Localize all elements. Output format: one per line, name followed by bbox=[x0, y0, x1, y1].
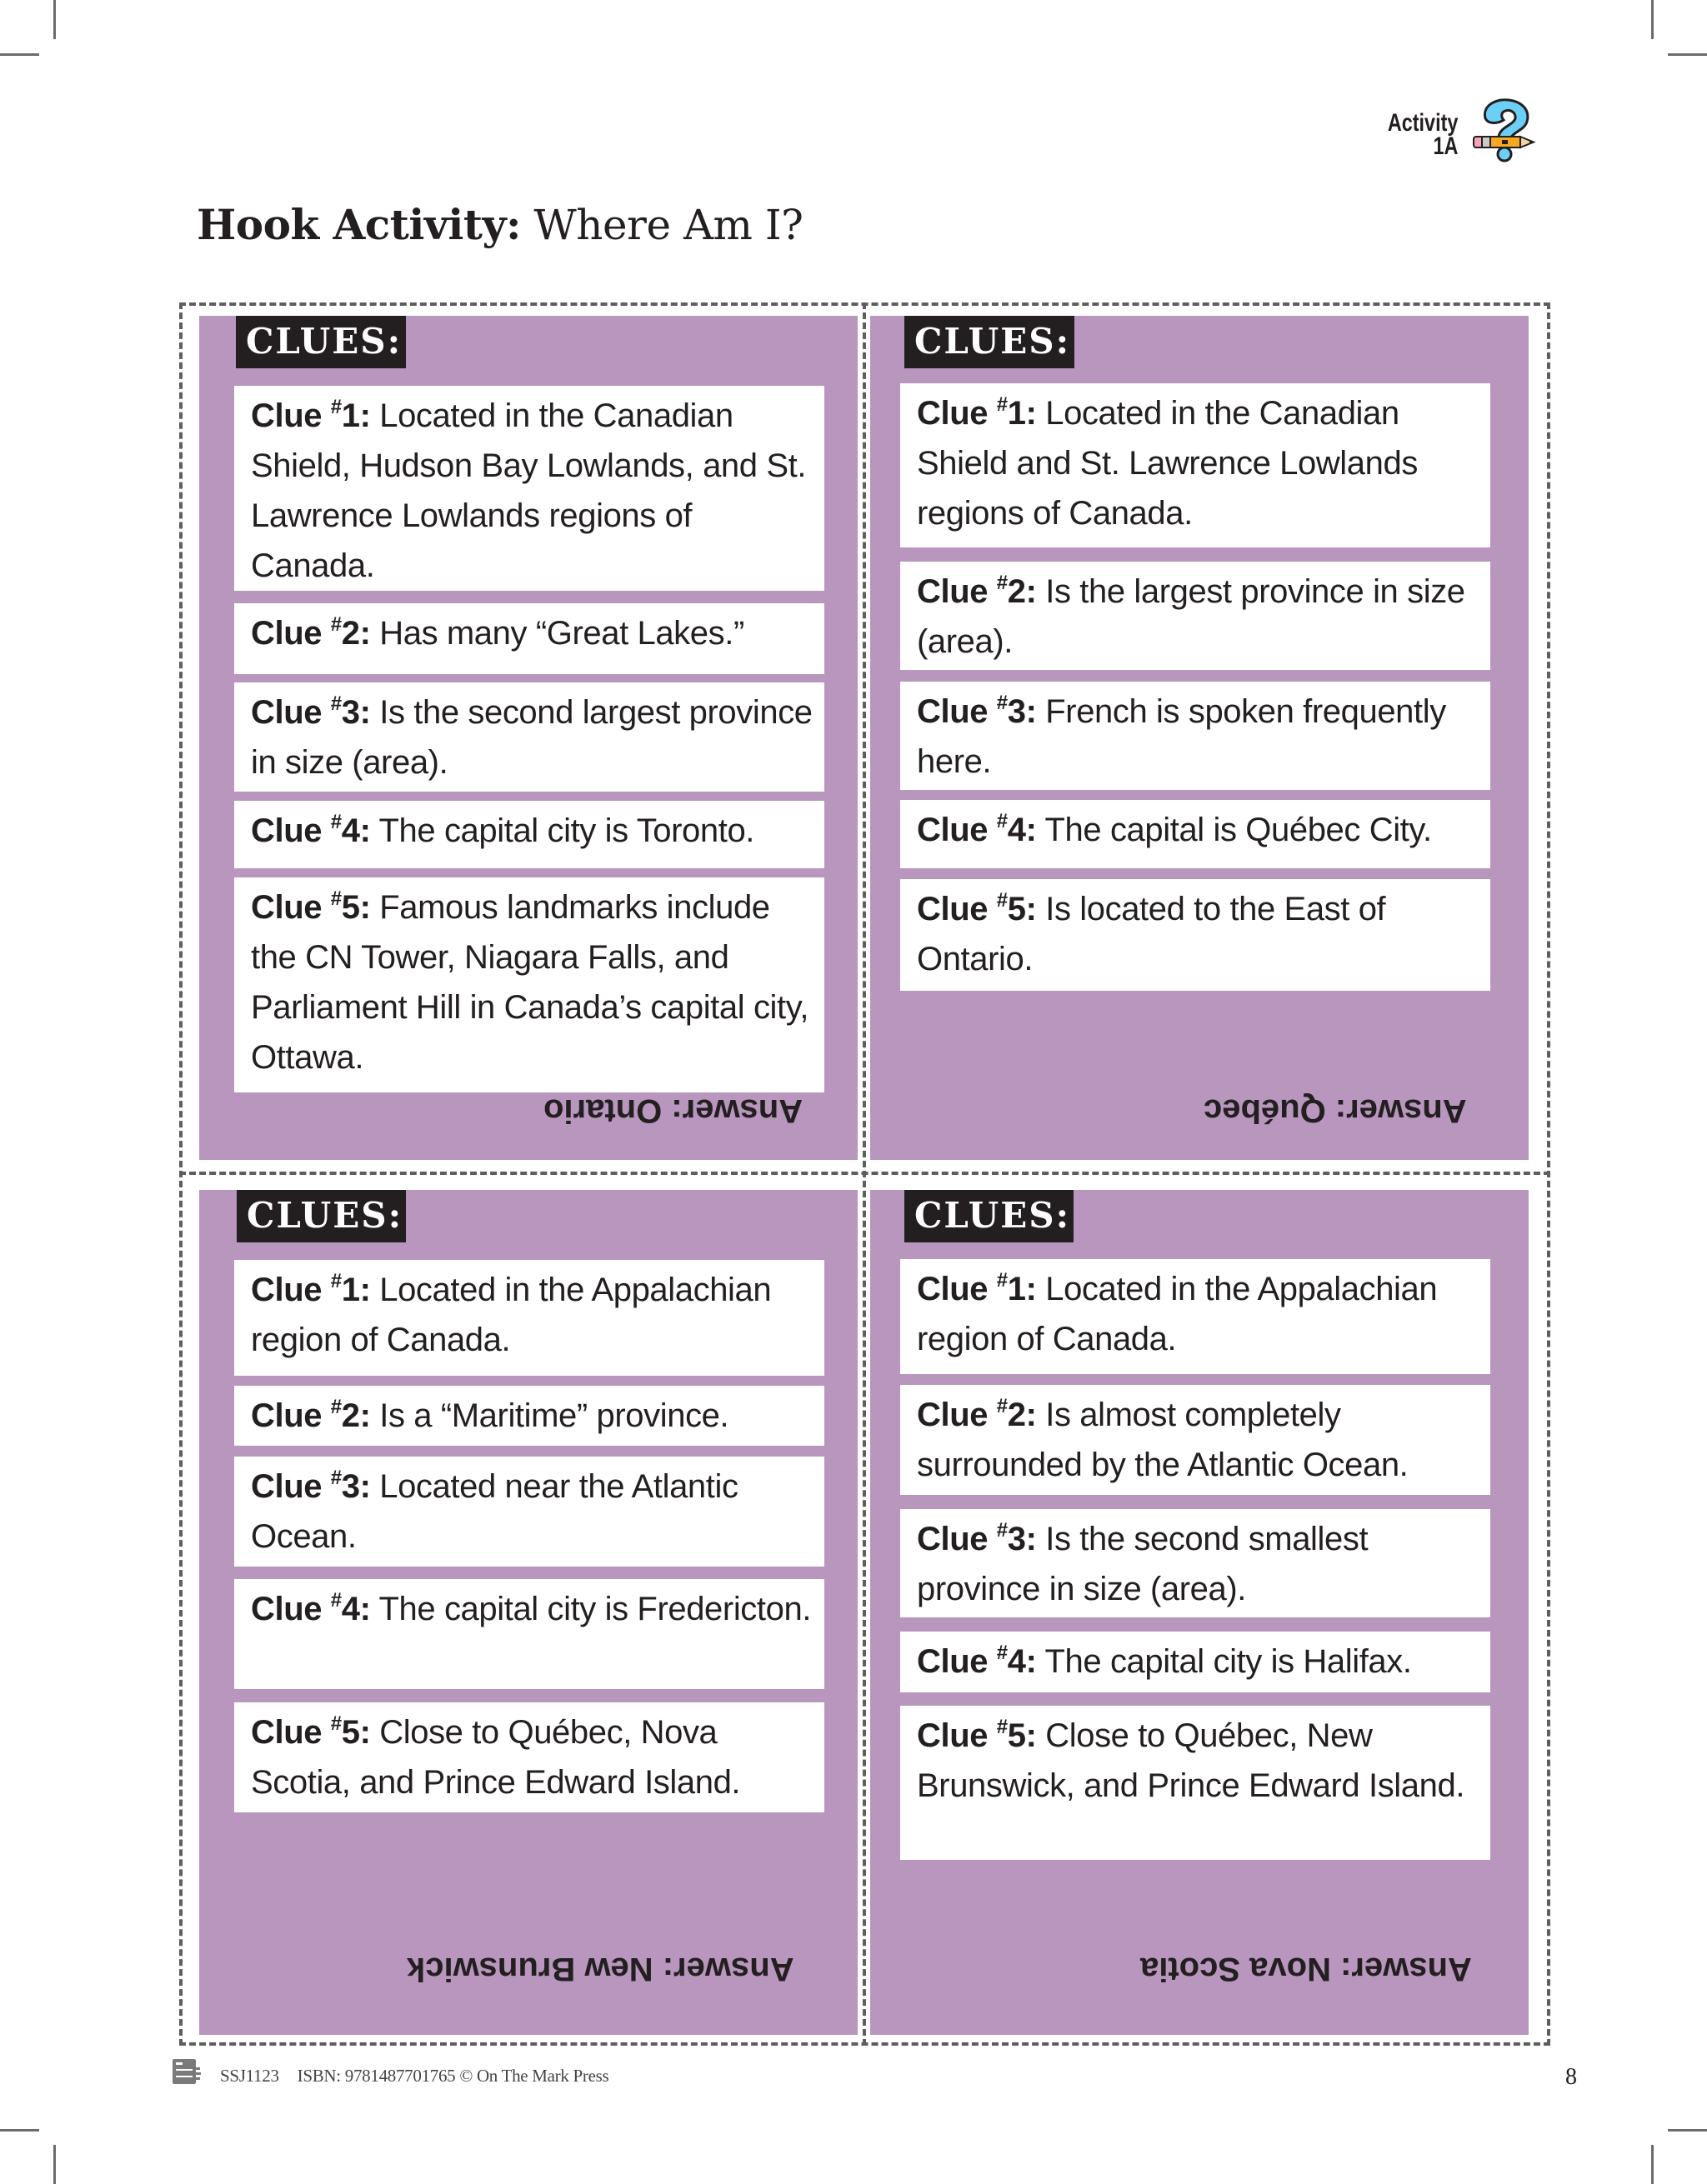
answer-upside-down: Answer: New Brunswick bbox=[407, 1951, 794, 1987]
clue-box-5 bbox=[234, 1702, 824, 1812]
clue-text: The capital city is Toronto. bbox=[370, 812, 755, 849]
book-stack-icon bbox=[173, 2059, 203, 2084]
clue-text: The capital is Québec City. bbox=[1036, 812, 1432, 848]
clue-box-4 bbox=[234, 1579, 824, 1689]
cut-line-horizontal bbox=[179, 1172, 1550, 1175]
clue-box-2 bbox=[900, 1385, 1490, 1495]
clue-text: Close to Québec, Nova Scotia, and Prince Edward Island. bbox=[251, 1714, 741, 1801]
clue-box-4 bbox=[234, 801, 824, 868]
clue-text: Located in the Appalachian region of Canada. bbox=[917, 1271, 1438, 1357]
clue-label: Clue #5: bbox=[917, 889, 1037, 927]
clue-box-1 bbox=[900, 383, 1490, 547]
clue-box-5 bbox=[900, 879, 1490, 991]
clue-box-5 bbox=[234, 877, 824, 1092]
page-title-regular: Where Am I? bbox=[520, 201, 803, 249]
clues-header: CLUES: bbox=[236, 316, 406, 368]
crop-mark bbox=[0, 2129, 39, 2132]
clue-text: Is a “Maritime” province. bbox=[370, 1397, 729, 1434]
clue-box-3 bbox=[900, 1509, 1490, 1617]
clue-text: Is located to the East of Ontario. bbox=[917, 891, 1386, 977]
crop-mark bbox=[53, 2145, 56, 2184]
clue-label: Clue #5: bbox=[251, 887, 371, 926]
crop-mark bbox=[1668, 2129, 1707, 2132]
clue-text: Is the second smallest province in size (area). bbox=[917, 1521, 1369, 1607]
clue-box-1 bbox=[234, 1260, 824, 1376]
answer-upside-down: Answer: Québec bbox=[1204, 1092, 1467, 1129]
clue-box-3 bbox=[900, 682, 1490, 790]
page-title bbox=[197, 200, 803, 250]
clue-box-1 bbox=[900, 1259, 1490, 1374]
footer-publisher-info bbox=[220, 2065, 608, 2087]
clue-text: Famous landmarks include the CN Tower, Niagara Falls, and Parliament Hill in Canada’s capital city, Ottawa. bbox=[251, 889, 809, 1076]
clue-box-2 bbox=[234, 1386, 824, 1446]
isbn-copyright: ISBN: 9781487701765 © On The Mark Press bbox=[297, 2066, 609, 2086]
clue-box-3 bbox=[234, 1457, 824, 1567]
clue-label: Clue #3: bbox=[251, 692, 371, 731]
clue-box-2 bbox=[900, 562, 1490, 670]
page-number: 8 bbox=[1565, 2064, 1577, 2090]
clue-box-5 bbox=[900, 1706, 1490, 1860]
clue-label: Clue #1: bbox=[251, 1270, 371, 1308]
clue-text: The capital city is Halifax. bbox=[1036, 1643, 1412, 1680]
answer-upside-down: Answer: Nova Scotia bbox=[1140, 1951, 1472, 1987]
clue-label: Clue #3: bbox=[251, 1467, 371, 1505]
page-title-bold: Hook Activity: bbox=[197, 200, 521, 249]
clue-label: Clue #1: bbox=[251, 396, 371, 434]
clue-text: Close to Québec, New Brunswick, and Prince Edward Island. bbox=[917, 1717, 1465, 1804]
crop-mark bbox=[1651, 0, 1654, 39]
clue-label: Clue #2: bbox=[251, 613, 371, 652]
clue-label: Clue #3: bbox=[917, 1519, 1037, 1557]
clue-text: Is the largest province in size (area). bbox=[917, 573, 1465, 660]
answer-upside-down: Answer: Ontario bbox=[543, 1092, 803, 1129]
clue-box-2 bbox=[234, 603, 824, 674]
clue-text: Located in the Appalachian region of Canada. bbox=[251, 1272, 772, 1358]
clue-text: Is almost completely surrounded by the Atlantic Ocean. bbox=[917, 1397, 1409, 1483]
clues-header: CLUES: bbox=[237, 1190, 406, 1242]
clue-label: Clue #2: bbox=[917, 572, 1037, 610]
crop-mark bbox=[1668, 53, 1707, 56]
activity-number: 1A bbox=[1433, 132, 1458, 160]
clue-text: French is spoken frequently here. bbox=[917, 693, 1446, 780]
clue-text: Located near the Atlantic Ocean. bbox=[251, 1468, 738, 1555]
clue-label: Clue #2: bbox=[251, 1396, 371, 1434]
clue-label: Clue #3: bbox=[917, 692, 1037, 730]
clue-text: Has many “Great Lakes.” bbox=[370, 615, 744, 652]
clue-box-4 bbox=[900, 1632, 1490, 1692]
clue-box-4 bbox=[900, 800, 1490, 868]
clues-header: CLUES: bbox=[904, 1190, 1074, 1242]
crop-mark bbox=[53, 0, 56, 39]
activity-label: Activity bbox=[1387, 109, 1458, 137]
question-mark-pencil-icon bbox=[1470, 97, 1540, 163]
clue-label: Clue #4: bbox=[251, 1589, 371, 1627]
clue-text: Located in the Canadian Shield, Hudson Bay Lowlands, and St. Lawrence Lowlands regions of Canada. bbox=[251, 397, 807, 584]
clue-text: The capital city is Fredericton. bbox=[370, 1591, 812, 1627]
crop-mark bbox=[0, 53, 39, 56]
clue-label: Clue #4: bbox=[917, 810, 1037, 848]
clue-label: Clue #5: bbox=[251, 1712, 371, 1751]
product-code: SSJ1123 bbox=[220, 2066, 279, 2086]
crop-mark bbox=[1651, 2145, 1654, 2184]
clue-box-1 bbox=[234, 386, 824, 591]
clue-text: Is the second largest province in size (area). bbox=[251, 694, 813, 781]
clue-label: Clue #1: bbox=[917, 1269, 1037, 1307]
clue-label: Clue #1: bbox=[917, 393, 1037, 432]
clue-label: Clue #5: bbox=[917, 1716, 1037, 1754]
clue-label: Clue #4: bbox=[917, 1642, 1037, 1680]
clue-label: Clue #2: bbox=[917, 1395, 1037, 1433]
clue-label: Clue #4: bbox=[251, 811, 371, 849]
clues-header: CLUES: bbox=[904, 316, 1074, 368]
clue-box-3 bbox=[234, 682, 824, 792]
clue-text: Located in the Canadian Shield and St. Lawrence Lowlands regions of Canada. bbox=[917, 395, 1418, 532]
